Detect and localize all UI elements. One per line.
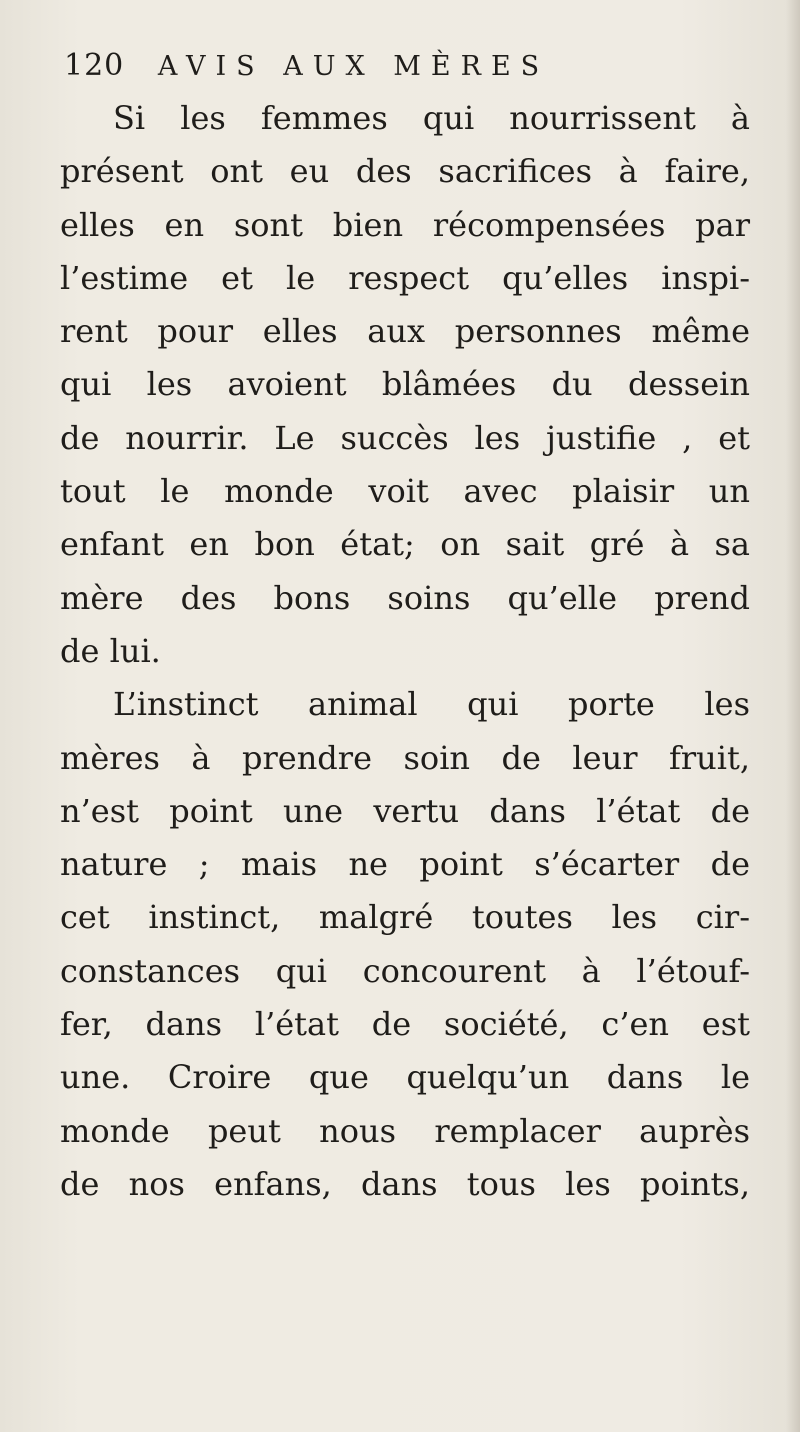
text-line: de nos enfans, dans tous les points, — [60, 1164, 750, 1203]
text-line: de lui. — [60, 631, 161, 670]
text-line: constances qui concourent à l’étouf- — [60, 951, 750, 990]
running-head: AVIS AUX MÈRES — [157, 51, 550, 82]
text-line: Si les femmes qui nourrissent à — [113, 99, 750, 137]
text-line: rent pour elles aux personnes même — [60, 312, 750, 351]
text-line: de nourrir. Le succès les justifie , et — [60, 418, 750, 457]
text-line: n’est point une vertu dans l’état de — [60, 791, 750, 830]
text-line: nature ; mais ne point s’écarter de — [60, 845, 750, 884]
text-line: cet instinct, malgré toutes les cir- — [60, 898, 750, 937]
text-line: présent ont eu des sacrifices à faire, — [60, 152, 750, 191]
text-line: mère des bons soins qu’elle prend — [60, 578, 750, 617]
text-line: fer, dans l’état de société, c’en est — [60, 1005, 750, 1044]
text-line: enfant en bon état; on sait gré à sa — [60, 525, 750, 564]
text-line: une. Croire que quelqu’un dans le — [60, 1058, 750, 1097]
text-line: tout le monde voit avec plaisir un — [60, 472, 750, 511]
text-line: mères à prendre soin de leur fruit, — [60, 738, 750, 777]
text-line: l’estime et le respect qu’elles inspi- — [60, 258, 750, 297]
text-line: monde peut nous remplacer auprès — [60, 1111, 750, 1150]
text-line: elles en sont bien récompensées par — [60, 205, 750, 244]
page-edge-shadow — [786, 0, 800, 1432]
text-line: L’instinct animal qui porte les — [113, 685, 750, 724]
text-line: qui les avoient blâmées du dessein — [60, 365, 750, 404]
page-header — [64, 42, 684, 90]
page-number: 120 — [64, 48, 125, 83]
body-text — [60, 92, 750, 1211]
